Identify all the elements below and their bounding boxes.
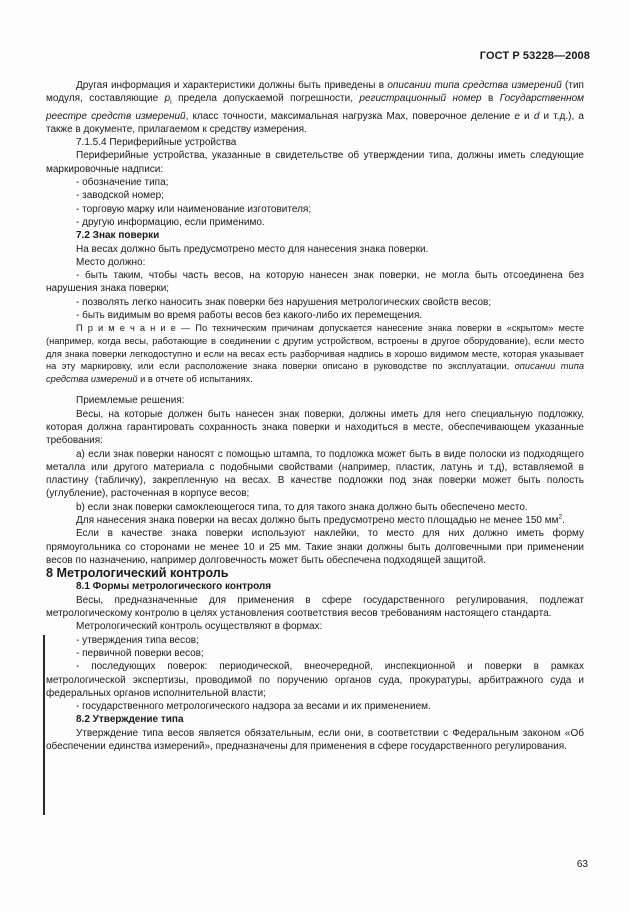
- list-item: - торговую марку или наименование изготовителя;: [76, 203, 312, 215]
- subsection-title-7-1-5-4: 7.1.5.4 Периферийные устройства: [76, 137, 237, 149]
- paragraph-place: На весах должно быть предусмотрено место для нанесения знака поверки.: [76, 243, 429, 255]
- list-item: - государственного метрологического надзора за весами и их применением.: [76, 701, 431, 713]
- list-item: - обозначение типа;: [76, 177, 169, 189]
- paragraph-acceptable: Весы, на которые должен быть нанесен знак поверки, должны иметь для него специальную подложку, которая должна гарантировать сохранность знака поверки и находиться в месте, обеспечивающем указанные требования:: [46, 408, 584, 447]
- page-number: 63: [576, 859, 588, 870]
- document-header: ГОСТ Р 53228—2008: [479, 50, 590, 62]
- paragraph-option-a: a) если знак поверки наносят с помощью штампа, то подложка может быть в виде полоски из подходящего металла или другого материала с подобными свойствами (например, пластик, латунь и т.д), вставляемой в пластину (табличку), закрепленную на весах. В качестве подложки под знак поверки может быть полость (углубление), расточенная в корпусе весов;: [46, 448, 584, 500]
- paragraph-place-must: Место должно:: [76, 256, 146, 268]
- section-title-7-2: 7.2 Знак поверки: [76, 230, 160, 242]
- list-item: - другую информацию, если применимо.: [76, 216, 265, 228]
- note-paragraph: П р и м е ч а н и е — По техническим причинам допускается нанесение знака поверки в «скрытом» месте (например, когда весы, работающие в соединении с другим устройством, встроены в другое оборудование), если место для знака поверки легкодоступно и если на весах есть разборчивая надпись в хорошо видимом месте, которая указывает на эту маркировку, или если расположение знака поверки описано в руководстве по эксплуатации, описании типа средства измерений и в отчете об испытаниях.: [46, 323, 584, 384]
- subsection-title-8-1: 8.1 Формы метрологического контроля: [76, 581, 272, 593]
- acceptable-solutions-title: Приемлемые решения:: [76, 395, 185, 407]
- section-title-8: 8 Метрологический контроль: [46, 566, 229, 581]
- document-body: [46, 79, 584, 753]
- paragraph-8-2: Утверждение типа весов является обязательным, если они, в соответствии с Федеральным законом «Об обеспечении единства измерений», предназначены для применения в сфере государственного регулирования.: [46, 727, 584, 753]
- list-item: - утверждения типа весов;: [76, 634, 199, 646]
- list-item: - позволять легко наносить знак поверки без нарушения метрологических свойств весов;: [76, 296, 492, 308]
- paragraph-8-1-scope: Весы, предназначенные для применения в сфере государственного регулирования, подлежат метрологическому контролю в целях установления соответствия весов требованиям настоящего стандарта.: [46, 594, 584, 620]
- list-item: - последующих поверок: периодической, внеочередной, инспекционной и поверки в рамках метрологической экспертизы, проводимой по поручению органов суда, прокуратуры, арбитражного суда и федеральных органов исполнительной власти;: [46, 661, 584, 699]
- list-item: - первичной поверки весов;: [76, 647, 204, 659]
- list-item: - быть видимым во время работы весов без какого-либо их перемещения.: [76, 310, 423, 322]
- paragraph-peripheral: Периферийные устройства, указанные в свидетельстве об утверждении типа, должны иметь следующие маркировочные надписи:: [46, 150, 584, 175]
- paragraph-stickers: Если в качестве знака поверки используют наклейки, то место для них должно иметь форму прямоугольника со сторонами не менее 10 и 25 мм. Такие знаки должны быть долговечными при применении весов по назначению, например долговечность может быть обеспечена подходящей защитой.: [46, 528, 584, 566]
- subsection-title-8-2: 8.2 Утверждение типа: [76, 714, 184, 726]
- paragraph-8-1-forms: Метрологический контроль осуществляют в формах:: [76, 621, 323, 633]
- list-item: - заводской номер;: [76, 190, 164, 202]
- paragraph-option-b: b) если знак поверки самоклеющегося типа, то для такого знака должно быть обеспечено место.: [76, 501, 528, 513]
- change-bar: [43, 635, 45, 815]
- paragraph-area: Для нанесения знака поверки на весах должно быть предусмотрено место площадью не менее 150 $мм^2$.: [76, 513, 565, 526]
- paragraph-other-info: Другая информация и характеристики должны быть приведены в описании типа средства измерений (тип модуля, составляющие $p_i$ предела допускаемой погрешности, регистрационный номер в Государственном реестре средств измерений, класс точности, максимальная нагрузка Max, поверочное деление e и d и т.д.), а также в документе, прилагаемом к средству измерения.: [46, 80, 585, 135]
- list-item: - быть таким, чтобы часть весов, на которую нанесен знак поверки, не могла быть отсоединена без нарушения знака поверки;: [46, 270, 584, 295]
